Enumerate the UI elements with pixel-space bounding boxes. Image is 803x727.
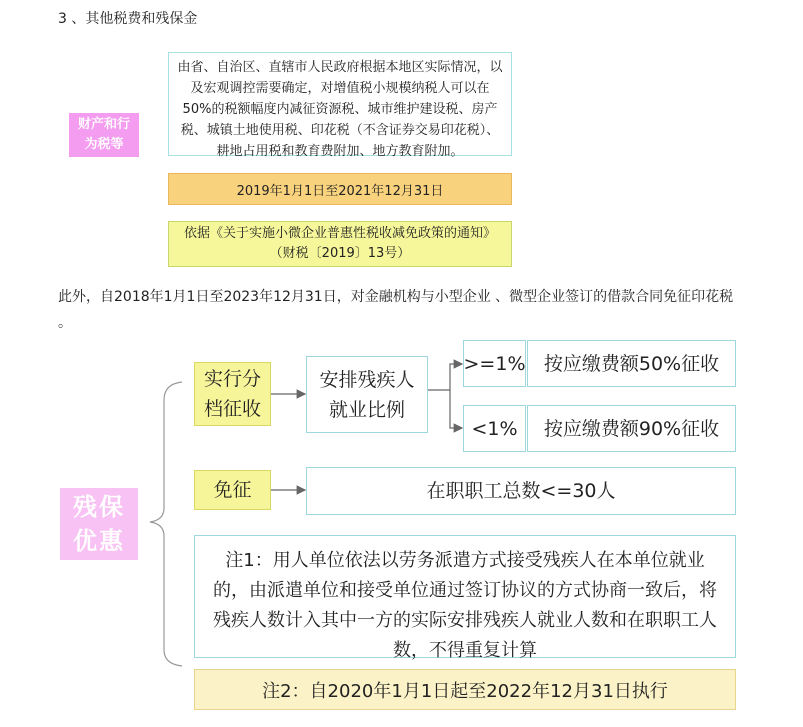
- rule-high: 按应缴费额50%征收: [527, 340, 736, 387]
- policy-basis: 依据《关于实施小微企业普惠性税收减免政策的通知》（财税〔2019〕13号）: [168, 221, 512, 267]
- policy-period: 2019年1月1日至2021年12月31日: [168, 173, 512, 205]
- note-2: 注2：自2020年1月1日起至2022年12月31日执行: [194, 669, 736, 710]
- note-1: 注1：用人单位依法以劳务派遣方式接受残疾人在本单位就业的，由派遣单位和接受单位通过签订协议的方式协商一致后，将残疾人数计入其中一方的实际安排残疾人就业人数和在职职工人数，不得重复计算: [194, 535, 736, 658]
- branch-low-arrow: [450, 390, 462, 428]
- employment-ratio-criterion: 安排残疾人 就业比例: [306, 356, 428, 433]
- rule-low: 按应缴费额90%征收: [527, 405, 736, 452]
- exemption-label: 免征: [194, 470, 271, 510]
- category-tag: 财产和行 为税等: [69, 113, 139, 157]
- disabled-fund-tag: 残保 优惠: [60, 488, 138, 560]
- section-heading: 3 、其他税费和残保金: [58, 11, 198, 27]
- policy-description: 由省、自治区、直辖市人民政府根据本地区实际情况，以及宏观调控需要确定，对增值税小规模纳税人可以在50%的税额幅度内减征资源税、城市维护建设税、房产税、城镇土地使用税、印花税（不含证券交易印花税）、耕地占用税和教育费附加、地方教育附加。: [168, 52, 512, 156]
- threshold-high: >=1%: [463, 340, 526, 387]
- tiered-collection-label: 实行分 档征收: [194, 362, 271, 426]
- stamp-duty-paragraph: 此外，自2018年1月1日至2023年12月31日，对金融机构与小型企业 、微型企业签订的借款合同免征印花税 。: [58, 289, 734, 331]
- brace-bracket: [150, 382, 182, 666]
- exemption-condition: 在职职工总数<=30人: [306, 467, 736, 515]
- branch-high-arrow: [428, 364, 462, 390]
- threshold-low: <1%: [463, 405, 526, 452]
